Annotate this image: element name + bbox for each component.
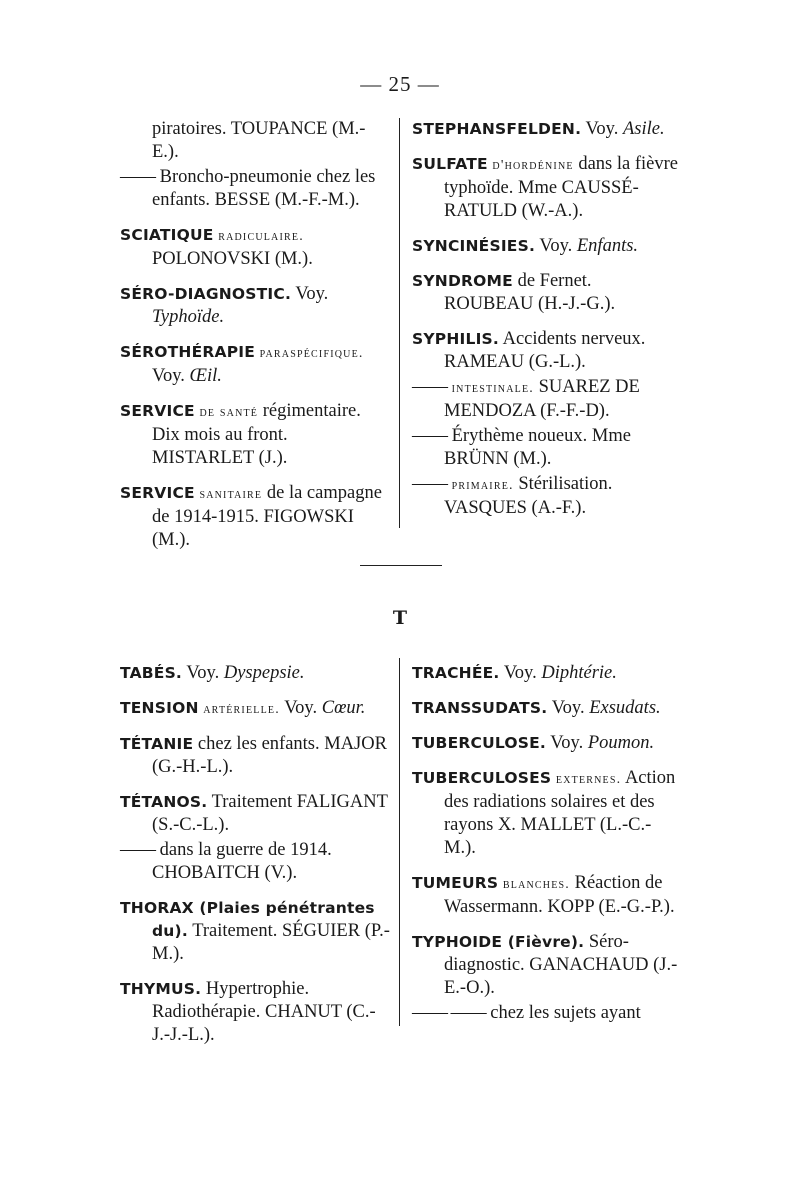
entry-heading: TUBERCULOSE. xyxy=(412,734,546,752)
entry-text: Voy. xyxy=(284,698,318,718)
entry-qualifier: sanitaire xyxy=(199,487,263,502)
index-entry xyxy=(120,166,390,212)
entry-text: Broncho-pneumonie chez les enfants. BESSE (M.-F.-M.). xyxy=(152,167,376,210)
entry-text: Séro-diagnostic. GANACHAUD (J.-E.-O.). xyxy=(444,932,678,998)
column-top-left xyxy=(120,118,390,564)
entry-heading: STEPHANSFELDEN. xyxy=(412,120,582,138)
entry-text: de la campagne de 1914-1915. FIGOWSKI (M.). xyxy=(152,483,382,550)
index-entry xyxy=(412,697,680,720)
index-entry xyxy=(120,662,390,685)
index-entry xyxy=(412,931,680,1000)
index-entry xyxy=(412,328,680,374)
entry-heading: SYNCINÉSIES. xyxy=(412,237,536,255)
index-entry xyxy=(412,376,680,423)
index-entry xyxy=(120,482,390,552)
column-bottom-left xyxy=(120,662,390,1059)
index-entry xyxy=(412,872,680,919)
entry-text: SUAREZ DE MENDOZA (F.-F.-D). xyxy=(444,377,640,421)
entry-qualifier: blanches. xyxy=(502,877,570,892)
entry-reference: Typhoïde. xyxy=(152,307,225,327)
entry-heading: SYPHILIS. xyxy=(412,330,499,348)
index-entry xyxy=(412,153,680,223)
index-entry xyxy=(412,473,680,520)
entry-text: Traitement FALIGANT (S.-C.-L.). xyxy=(152,792,388,835)
entry-text: dans la guerre de 1914. CHOBAITCH (V.). xyxy=(152,840,332,883)
entry-heading: TUBERCULOSES xyxy=(412,769,552,787)
entry-heading: THYMUS. xyxy=(120,980,202,998)
entry-qualifier: paraspécifique. xyxy=(259,346,364,361)
index-entry xyxy=(412,767,680,860)
entry-qualifier: de santé xyxy=(199,405,259,420)
entry-text: Voy. xyxy=(550,733,584,753)
section-letter: T xyxy=(392,607,408,629)
entry-text: Voy. xyxy=(551,698,585,718)
entry-heading: SERVICE xyxy=(120,402,195,420)
entry-reference: Exsudats. xyxy=(589,698,661,718)
entry-dash: —— xyxy=(412,426,447,446)
index-entry xyxy=(120,341,390,388)
index-entry xyxy=(120,978,390,1047)
column-divider-bottom xyxy=(399,658,400,1026)
entry-text: Stérilisation. VASQUES (A.-F.). xyxy=(444,474,613,518)
entry-dash: —— xyxy=(120,167,155,187)
index-entry xyxy=(412,732,680,755)
index-entry xyxy=(120,400,390,470)
index-entry xyxy=(120,224,390,271)
index-entry xyxy=(412,1002,680,1025)
entry-dash: —— —— xyxy=(412,1003,486,1023)
entry-dash: —— xyxy=(412,377,447,397)
index-entry xyxy=(412,118,680,141)
entry-reference: Enfants. xyxy=(576,236,639,256)
entry-reference: Diphtérie. xyxy=(541,663,617,683)
entry-heading: TÉTANIE xyxy=(120,735,194,753)
entry-text: chez les sujets ayant xyxy=(490,1003,641,1023)
entry-dash: —— xyxy=(412,474,447,494)
entry-text: Hypertrophie. Radiothérapie. CHANUT (C.-J.-J.-L.). xyxy=(152,979,376,1045)
entry-reference: Poumon. xyxy=(587,733,655,753)
index-entry xyxy=(412,270,680,316)
entry-text: Voy. xyxy=(152,366,185,386)
entry-heading: TÉTANOS. xyxy=(120,793,208,811)
entry-qualifier: radiculaire. xyxy=(218,229,304,244)
entry-text: Érythème noueux. Mme BRÜNN (M.). xyxy=(444,426,631,469)
entry-text: Réaction de Wassermann. KOPP (E.-G.-P.). xyxy=(444,873,675,917)
column-top-right xyxy=(412,118,680,532)
index-entry xyxy=(412,662,680,685)
entry-text: régimentaire. Dix mois au front. MISTARLET (J.). xyxy=(152,401,361,468)
entry-reference: Dyspepsie. xyxy=(223,663,305,683)
entry-reference: Cœur. xyxy=(321,698,366,718)
entry-text: dans la fièvre typhoïde. Mme CAUSSÉ-RATULD (W.-A.). xyxy=(444,154,678,221)
section-rule xyxy=(360,565,442,566)
entry-text: Action des radiations solaires et des rayons X. MALLET (L.-C.-M.). xyxy=(444,768,676,858)
entry-heading: TENSION xyxy=(120,699,199,717)
index-entry xyxy=(120,897,390,966)
entry-text: Voy. xyxy=(186,663,220,683)
column-divider-top xyxy=(399,118,400,528)
entry-qualifier: d'hordénine xyxy=(492,158,574,173)
entry-heading: TRANSSUDATS. xyxy=(412,699,548,717)
index-entry xyxy=(120,733,390,779)
entry-text: piratoires. TOUPANCE (M.-E.). xyxy=(152,119,366,162)
entry-heading: SÉROTHÉRAPIE xyxy=(120,343,256,361)
index-entry xyxy=(412,235,680,258)
entry-text: chez les enfants. MAJOR (G.-H.-L.). xyxy=(152,734,387,777)
entry-heading: TRACHÉE. xyxy=(412,664,500,682)
entry-qualifier: primaire. xyxy=(451,478,514,493)
entry-text: Accidents nerveux. RAMEAU (G.-L.). xyxy=(444,329,646,372)
entry-heading: TYPHOIDE (Fièvre). xyxy=(412,933,585,951)
entry-reference: Œil. xyxy=(189,366,222,386)
entry-heading: THORAX (Plaies pénétrantes du). xyxy=(120,899,375,940)
entry-text: POLONOVSKI (M.). xyxy=(152,249,313,269)
entry-heading: TABÉS. xyxy=(120,664,183,682)
entry-text: Voy. xyxy=(539,236,573,256)
index-entry xyxy=(412,425,680,471)
entry-text: Traitement. SÉGUIER (P.-M.). xyxy=(152,921,390,964)
entry-heading: SYNDROME xyxy=(412,272,513,290)
entry-heading: SULFATE xyxy=(412,155,488,173)
entry-heading: SÉRO-DIAGNOSTIC. xyxy=(120,285,292,303)
column-bottom-right xyxy=(412,662,680,1037)
index-entry xyxy=(120,697,390,721)
entry-text: Voy. xyxy=(503,663,537,683)
entry-qualifier: externes. xyxy=(555,772,622,787)
entry-text: Voy. xyxy=(585,119,619,139)
index-entry xyxy=(120,791,390,837)
entry-heading: SCIATIQUE xyxy=(120,226,214,244)
entry-qualifier: artérielle. xyxy=(203,702,280,717)
index-entry xyxy=(120,118,390,164)
entry-qualifier: intestinale. xyxy=(451,381,534,396)
index-entry xyxy=(120,839,390,885)
index-entry xyxy=(120,283,390,329)
entry-text: de Fernet. ROUBEAU (H.-J.-G.). xyxy=(444,271,616,314)
entry-dash: —— xyxy=(120,840,155,860)
page-number: — 25 — xyxy=(360,72,440,96)
entry-reference: Asile. xyxy=(622,119,665,139)
entry-text: Voy. xyxy=(295,284,329,304)
entry-heading: SERVICE xyxy=(120,484,195,502)
entry-heading: TUMEURS xyxy=(412,874,499,892)
